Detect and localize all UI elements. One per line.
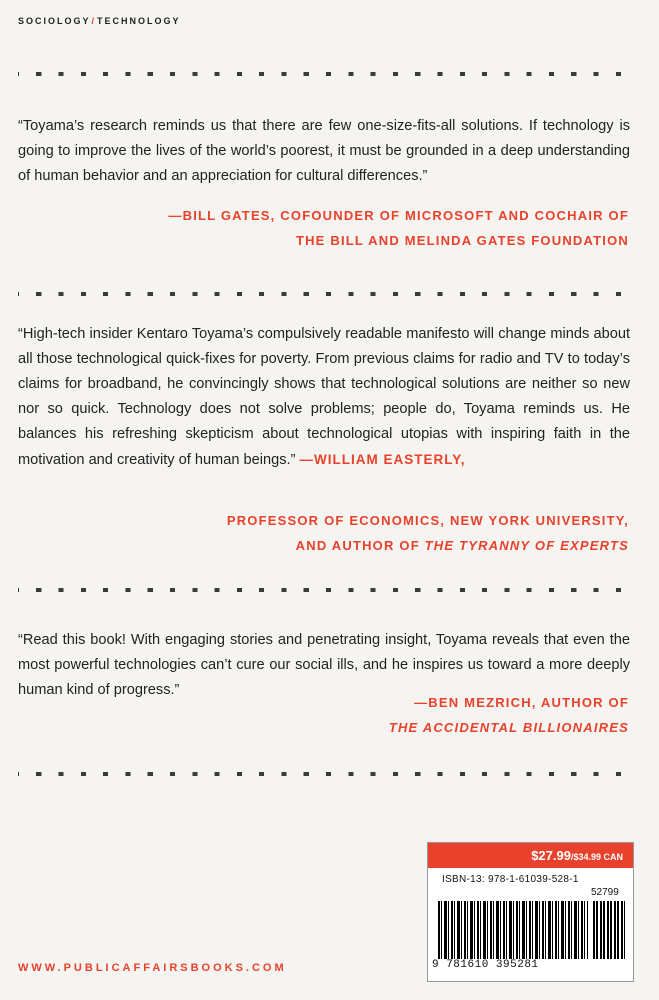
- attribution-gates: [69, 203, 629, 253]
- attribution-easterly-name: —WILLIAM EASTERLY,: [299, 452, 466, 467]
- barcode-addon-number: 52799: [591, 887, 619, 898]
- divider: [18, 588, 630, 592]
- divider: [18, 772, 630, 776]
- barcode-addon-bars: [593, 901, 625, 959]
- category-sociology: SOCIOLOGY: [18, 16, 91, 26]
- barcode-bars: [438, 901, 588, 959]
- attribution-gates-line1: —BILL GATES, COFOUNDER OF MICROSOFT AND COCHAIR OF: [168, 208, 629, 223]
- quote-easterly: [18, 322, 630, 473]
- publisher-website: WWW.PUBLICAFFAIRSBOOKS.COM: [18, 962, 287, 974]
- book-title-billionaires: THE ACCIDENTAL BILLIONAIRES: [388, 720, 629, 735]
- barcode-box: [427, 842, 634, 982]
- price-us: $27.99: [531, 848, 571, 863]
- divider: [18, 292, 630, 296]
- isbn-number: ISBN-13: 978-1-61039-528-1: [442, 874, 579, 885]
- attribution-easterly: [69, 508, 629, 558]
- attribution-easterly-prefix: AND AUTHOR OF: [295, 538, 425, 553]
- quote-easterly-text: “High-tech insider Kentaro Toyama’s compulsively readable manifesto will change minds about all those technological quick-fixes for poverty. From previous claims for radio and TV to today’s claims for broadband, he convincingly shows that technological solutions are neither so new nor so quick. Technology does not solve problems; people do, Toyama reminds us. He balances his refreshing skepticism about technological utopias with inspiring faith in the motivation and creativity of human beings.”: [18, 326, 630, 468]
- attribution-easterly-line2: PROFESSOR OF ECONOMICS, NEW YORK UNIVERSITY,: [226, 513, 629, 528]
- price-strip: [428, 843, 633, 868]
- attribution-mezrich: [69, 690, 629, 740]
- category-separator: /: [91, 16, 97, 26]
- book-title-tyranny: THE TYRANNY OF EXPERTS: [424, 538, 629, 553]
- quote-gates: “Toyama’s research reminds us that there are few one-size-fits-all solutions. If technology is going to improve the lives of the world’s poorest, it must be grounded in a deep understanding of human behavior and an appreciation for cultural differences.”: [18, 118, 630, 184]
- category-technology: TECHNOLOGY: [97, 16, 181, 26]
- price-can: /$34.99 CAN: [570, 852, 623, 862]
- attribution-gates-line2: THE BILL AND MELINDA GATES FOUNDATION: [295, 233, 629, 248]
- attribution-mezrich-line1: —BEN MEZRICH, AUTHOR OF: [414, 695, 629, 710]
- divider: [18, 72, 630, 76]
- category-label: [18, 16, 181, 26]
- attribution-easterly-line3: [69, 533, 629, 558]
- barcode-ean-number: 9 781610 395281: [432, 959, 539, 971]
- barcode: [428, 885, 633, 981]
- quote-mezrich: “Read this book! With engaging stories and penetrating insight, Toyama reveals that even the most powerful technologies can’t cure our social ills, and he inspires us toward a more deeply human kind of progress.”: [18, 632, 630, 698]
